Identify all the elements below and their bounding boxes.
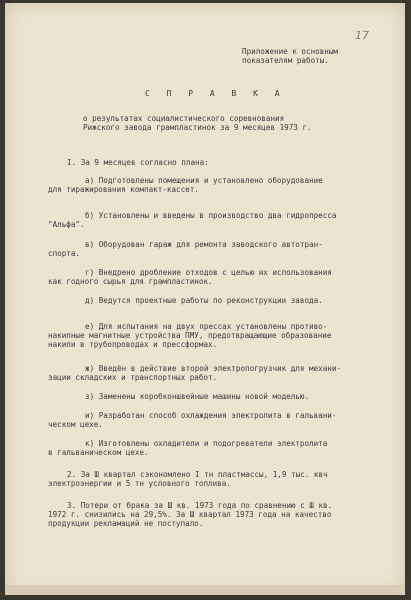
appendix-line-2: показателям работы. (242, 56, 329, 65)
page-number: 17 (355, 29, 369, 42)
paragraph-3-line-3: продукции рекламаций не поступало. (48, 519, 204, 528)
item-v-line-2: спорта. (48, 249, 81, 258)
appendix-line-1: Приложение к основным (242, 47, 339, 56)
item-zh-line-2: зации складских и транспортных работ. (48, 373, 218, 382)
item-g-line-1: г) Внедрено дробление отходов с целью их использования (85, 268, 332, 277)
document-page (5, 3, 405, 595)
item-k-line-2: в гальваническом цехе. (48, 448, 149, 457)
item-k-line-1: к) Изготовлены охладители и подогреватели электролита (85, 439, 328, 448)
paragraph-3-line-2: 1972 г. снизились на 29,5%. За Ш квартал 1973 года на качество (48, 510, 332, 519)
subtitle-line-1: о результатах социалистического соревнования (83, 114, 285, 123)
item-e-line-3: накипи в трубопроводах и прессформах. (48, 340, 218, 349)
item-a-line-1: а) Подготовлены помещения и установлено оборудование (85, 176, 323, 185)
item-b-line-1: б) Установлены и введены в производство два гидропресса (85, 211, 337, 220)
item-b-line-2: "Альфа". (48, 220, 85, 229)
paragraph-2-line-1: 2. За Ш квартал сэкономлено I тн пластмассы, 1,9 тыс. квч (67, 470, 328, 479)
item-i-line-2: ческом цехе. (48, 420, 103, 429)
item-z-line-1: з) Заменены коробконшвейные машины новой моделью. (85, 392, 310, 401)
item-d-line-1: д) Ведутся проектные работы по реконструкции завода. (85, 296, 323, 305)
item-i-line-1: и) Разработан способ охлаждения электролита в гальвани- (85, 411, 337, 420)
item-v-line-1: в) Оборудован гараж для ремонта заводского автотран- (85, 240, 323, 249)
paragraph-3-line-1: 3. Потери от брака за Ш кв. 1973 года по сравнению с Ш кв. (67, 501, 333, 510)
document-title: С П Р А В К А (145, 89, 286, 98)
item-zh-line-1: ж) Введён в действие второй электропогрузчик для механи- (85, 364, 342, 373)
paragraph-2-line-2: электроэнергии и 5 тн условного топлива. (48, 479, 231, 488)
section-1-heading: I. За 9 месяцев согласно плана: (67, 158, 209, 167)
item-a-line-2: для тиражирования компакт-кассет. (48, 185, 199, 194)
item-e-line-2: накипные магнитные устройства ПМУ, предотвращающие образование (48, 331, 332, 340)
page-bottom-edge (5, 585, 405, 595)
item-g-line-2: как годного сырья для грампластинок. (48, 277, 213, 286)
subtitle-line-2: Рижского завода грампластинок за 9 месяцев 1973 г. (83, 123, 312, 132)
item-e-line-1: е) Для испытания на двух прессах установлены противо- (85, 322, 328, 331)
